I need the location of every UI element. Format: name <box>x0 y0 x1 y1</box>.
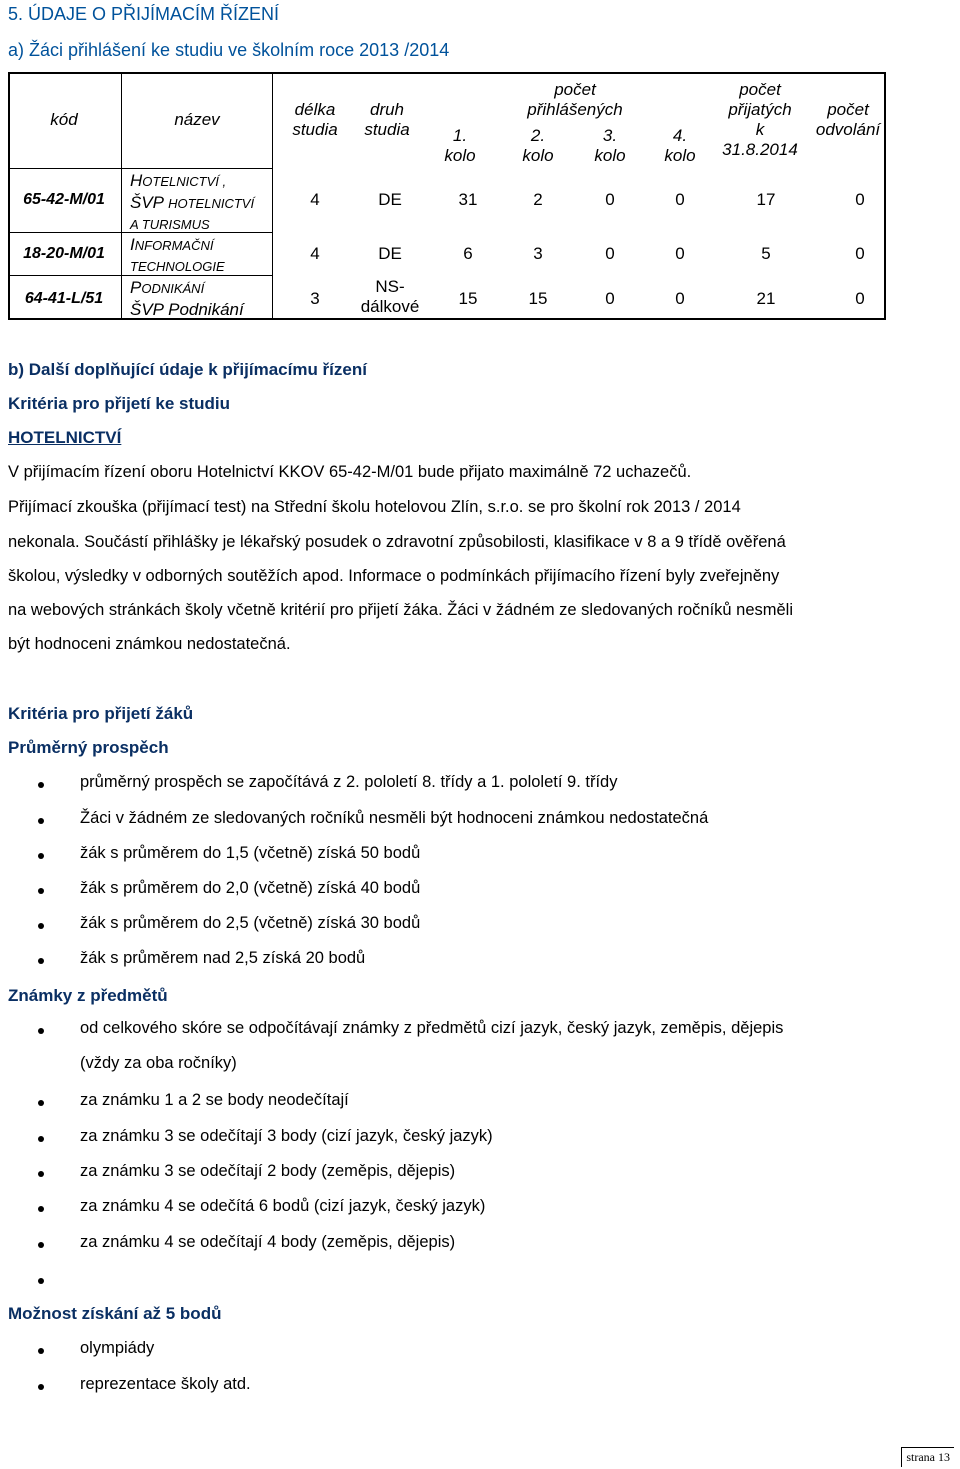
row1-kod: 65-42-M/01 <box>23 191 105 208</box>
prospech-item: žák s průměrem do 1,5 (včetně) získá 50 bodů <box>80 844 421 862</box>
znamky-item: za známku 4 se odečítají 4 body (zeměpis, dějepis) <box>80 1233 456 1251</box>
header-odvolani: počet odvolání <box>815 100 881 139</box>
znamky-item: od celkového skóre se odpočítávají známky z předmětů cizí jazyk, český jazyk, zeměpis, dějepis <box>80 1019 784 1037</box>
znamky-title: Známky z předmětů <box>8 986 168 1005</box>
row1-k2: 2 <box>533 190 543 209</box>
kriteria-zaku-title: Kritéria pro přijetí žáků <box>8 704 194 723</box>
paragraph-line-2: Přijímací zkouška (přijímací test) na Střední školu hotelovou Zlín, s.r.o. se pro školní rok 2013 / 2014 <box>8 498 741 516</box>
row3-kod: 64-41-L/51 <box>24 290 104 307</box>
row2-k3: 0 <box>605 244 615 263</box>
header-kolo2: 2. kolo <box>522 126 554 165</box>
subheading-a: a) Žáci přihlášení ke studiu ve školním roce 2013 /2014 <box>8 40 450 60</box>
paragraph-line-5: na webových stránkách školy včetně kritérií pro přijetí žáka. Žáci v žádném ze sledovaných ročníků nesměli <box>8 601 794 619</box>
row3-prijatych: 21 <box>756 289 776 308</box>
page-number: strana 13 <box>901 1447 954 1467</box>
header-kolo3: 3. kolo <box>594 126 626 165</box>
bullet-icon <box>38 1278 44 1284</box>
header-delka: délka studia <box>292 100 338 139</box>
criteria-title: Kritéria pro přijetí ke studiu <box>8 394 230 413</box>
znamky-item: za známku 3 se odečítají 3 body (cizí jazyk, český jazyk) <box>80 1127 493 1145</box>
section-heading: 5. ÚDAJE O PŘIJÍMACÍM ŘÍZENÍ <box>8 4 280 24</box>
header-kolo4: 4. kolo <box>664 126 696 165</box>
bullet-icon <box>38 1136 44 1142</box>
row2-k1: 6 <box>463 244 473 263</box>
bullet-icon <box>38 818 44 824</box>
header-kod: kód <box>50 110 78 129</box>
bullet-icon <box>38 782 44 788</box>
bullet-icon <box>38 1028 44 1034</box>
prospech-item: žák s průměrem nad 2,5 získá 20 bodů <box>80 949 366 967</box>
row2-delka: 4 <box>310 244 320 263</box>
bullet-icon <box>38 958 44 964</box>
row3-k2: 15 <box>528 289 548 308</box>
moznost-title: Možnost získání až 5 bodů <box>8 1304 222 1323</box>
row2-nazev: INFORMAČNÍ TECHNOLOGIE <box>130 235 225 274</box>
header-kolo1: 1. kolo <box>444 126 476 165</box>
znamky-item: za známku 4 se odečítá 6 bodů (cizí jazyk, český jazyk) <box>80 1197 486 1215</box>
row3-k3: 0 <box>605 289 615 308</box>
moznost-item: olympiády <box>80 1339 155 1357</box>
row2-prijatych: 5 <box>761 244 771 263</box>
bullet-icon <box>38 1242 44 1248</box>
row1-k4: 0 <box>675 190 685 209</box>
row1-prijatych: 17 <box>756 190 776 209</box>
row2-odvolani: 0 <box>855 244 865 263</box>
row1-k3: 0 <box>605 190 615 209</box>
header-nazev: název <box>174 110 220 129</box>
bullet-icon <box>38 853 44 859</box>
header-prijatych: počet přijatých k 31.8.2014 <box>722 80 798 159</box>
row3-k1: 15 <box>458 289 478 308</box>
row2-k2: 3 <box>533 244 543 263</box>
paragraph-line-3: nekonala. Součástí přihlášky je lékařský posudek o zdravotní způsobilosti, klasifikace v 8 a 9 třídě ověřená <box>8 533 786 551</box>
paragraph-line-6: být hodnoceni známkou nedostatečná. <box>8 635 291 653</box>
row1-nazev: HOTELNICTVÍ , ŠVP HOTELNICTVÍ A TURISMUS <box>130 171 255 232</box>
bullet-icon <box>38 1348 44 1354</box>
znamky-item: za známku 3 se odečítají 2 body (zeměpis, dějepis) <box>80 1162 456 1180</box>
row3-delka: 3 <box>310 289 320 308</box>
hotel-title: HOTELNICTVÍ <box>8 428 122 447</box>
row1-druh: DE <box>378 190 402 209</box>
paragraph-line-1: V přijímacím řízení oboru Hotelnictví KKOV 65-42-M/01 bude přijato maximálně 72 uchazečů. <box>8 463 692 481</box>
bullet-icon <box>38 888 44 894</box>
bullet-icon <box>38 1384 44 1390</box>
znamky-item-continuation: (vždy za oba ročníky) <box>80 1054 237 1072</box>
subheading-b: b) Další doplňující údaje k přijímacímu řízení <box>8 360 367 379</box>
row3-druh: NS- dálkové <box>360 277 420 316</box>
paragraph-line-4: školou, výsledky v odborných soutěžích apod. Informace o podmínkách přijímacího řízení byly zveřejněny <box>8 567 780 585</box>
row3-odvolani: 0 <box>855 289 865 308</box>
prospech-item: žák s průměrem do 2,5 (včetně) získá 30 bodů <box>80 914 421 932</box>
prumerny-prospech-title: Průměrný prospěch <box>8 738 169 757</box>
prospech-item: žák s průměrem do 2,0 (včetně) získá 40 bodů <box>80 879 421 897</box>
bullet-icon <box>38 923 44 929</box>
prospech-item: Žáci v žádném ze sledovaných ročníků nesměli být hodnoceni známkou nedostatečná <box>80 809 709 827</box>
bullet-icon <box>38 1171 44 1177</box>
row1-delka: 4 <box>310 190 320 209</box>
row3-nazev: PODNIKÁNÍ ŠVP Podnikání <box>130 278 244 319</box>
row1-k1: 31 <box>458 190 478 209</box>
prospech-item: průměrný prospěch se započítává z 2. pololetí 8. třídy a 1. pololetí 9. třídy <box>80 773 618 791</box>
header-prihlasenych: počet přihlášených <box>527 80 623 119</box>
header-druh: druh studia <box>364 100 410 139</box>
bullet-icon <box>38 1206 44 1212</box>
moznost-item: reprezentace školy atd. <box>80 1375 251 1393</box>
row2-k4: 0 <box>675 244 685 263</box>
row2-kod: 18-20-M/01 <box>23 245 105 262</box>
row2-druh: DE <box>378 244 402 263</box>
row1-odvolani: 0 <box>855 190 865 209</box>
bullet-icon <box>38 1100 44 1106</box>
row3-k4: 0 <box>675 289 685 308</box>
znamky-item: za známku 1 a 2 se body neodečítají <box>80 1091 349 1109</box>
